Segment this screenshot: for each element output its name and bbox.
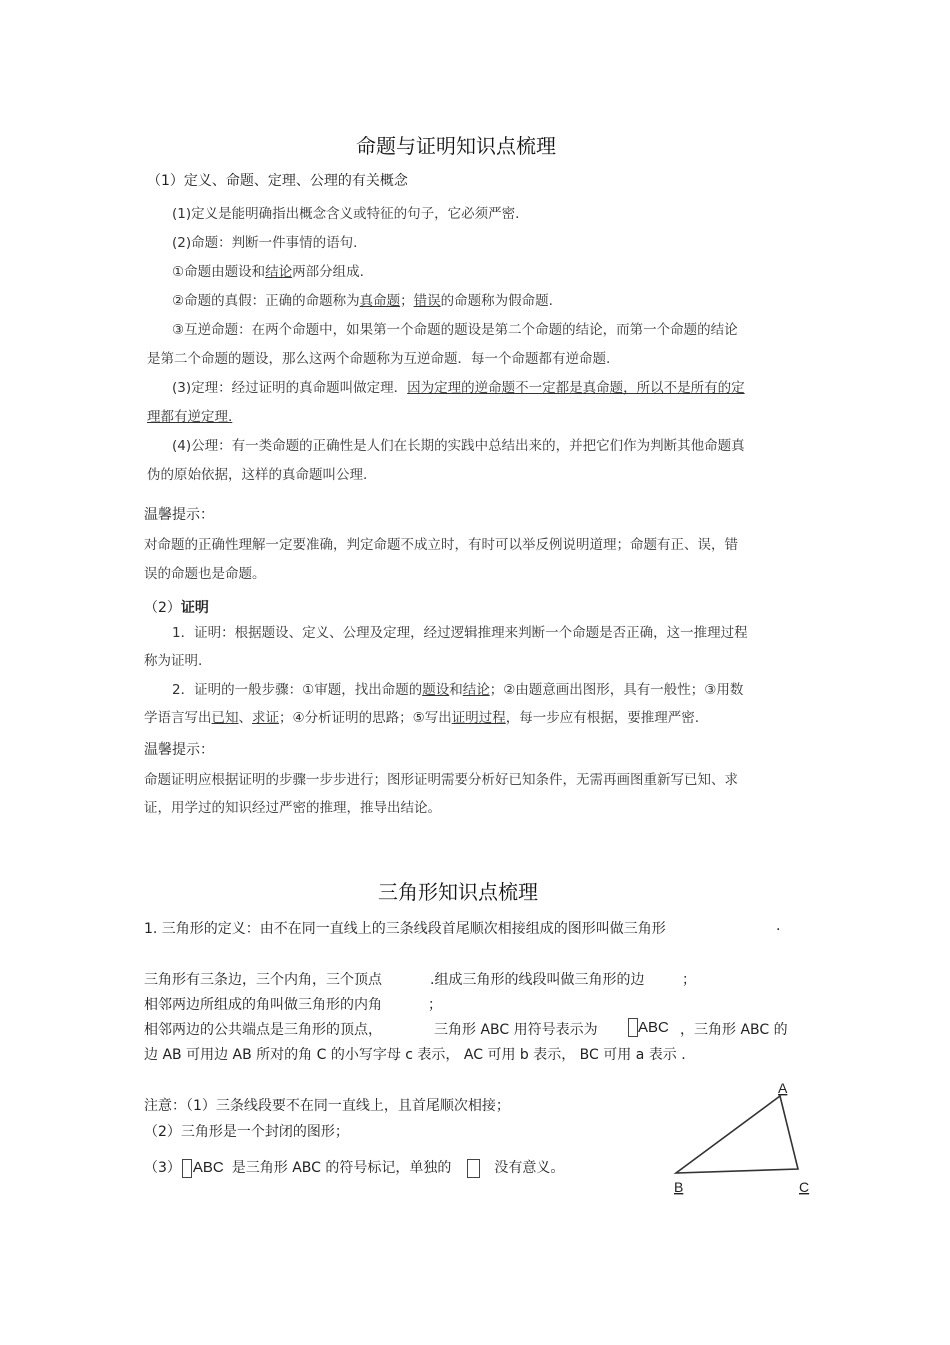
theorem-line-2 (147, 405, 232, 425)
semicolon: ； (428, 997, 442, 1013)
tip-text-1: 对命题的正确性理解一定要准确，判定命题不成立时，有时可以举反例说明道理；命题有正、误，错 (144, 537, 738, 553)
text: ，每一步应有根据，要推理严密. (505, 710, 700, 726)
tip-label: 温馨提示： (144, 742, 214, 758)
page-title: 命题与证明知识点梳理 (356, 134, 556, 158)
proposition-line: (2)命题：判断一件事情的语句. (172, 235, 358, 251)
axiom-line-2: 伪的原始依据，这样的真命题叫公理. (147, 467, 368, 483)
section-title: 三角形知识点梳理 (378, 880, 538, 904)
definition-period: . (776, 918, 781, 934)
vertex-label-c: C (799, 1179, 810, 1195)
text: ；④分析证明的思路；⑤写出 (279, 710, 452, 726)
underlined-term: 真命题 (359, 293, 401, 309)
angle-line: 相邻两边所组成的角叫做三角形的内角 (144, 997, 382, 1013)
part2-heading (144, 597, 209, 617)
underlined-term: 因为定理的逆命题不一定都是真命题，所以不是所有的定 (407, 380, 745, 396)
text: 2．证明的一般步骤：①审题，找出命题的 (172, 682, 423, 698)
proof-def-line-1: 1．证明：根据题设、定义、公理及定理，经过逻辑推理来判断一个命题是否正确，这一推理过程 (172, 625, 748, 641)
tip-text-2: 误的命题也是命题。 (144, 566, 266, 582)
sides-line: 三角形有三条边，三个内角，三个顶点 (144, 972, 382, 988)
text: ②命题的真假：正确的命题称为 (172, 293, 360, 309)
triangle-figure (660, 1076, 820, 1200)
axiom-line-1: (4)公理：有一类命题的正确性是人们在长期的实践中总结出来的，并把它们作为判断其他命题真 (172, 438, 745, 454)
text: (3)定理：经过证明的真命题叫做定理． (172, 380, 408, 396)
converse-line-2: 是第二个命题的题设，那么这两个命题称为互逆命题．每一个命题都有逆命题. (147, 351, 611, 367)
sides-line-2: .组成三角形的线段叫做三角形的边 (430, 972, 645, 988)
triangle-shape (676, 1096, 798, 1173)
heading-bold: 证明 (180, 600, 209, 616)
proposition-parts-line (172, 260, 364, 280)
note-3 (144, 1157, 564, 1178)
underlined-term: 错误 (413, 293, 441, 309)
part1-heading: （1）定义、命题、定理、公理的有关概念 (147, 173, 408, 189)
tip-text-2: 证，用学过的知识经过严密的推理，推导出结论。 (144, 800, 441, 816)
symbol-intro: 三角形 ABC 用符号表示为 (434, 1022, 598, 1038)
triangle-glyph-icon (467, 1159, 480, 1178)
semicolon: ； (682, 972, 696, 988)
underlined-term: 结论 (265, 264, 293, 280)
underlined-term: 题设 (422, 682, 450, 698)
symbol-outro: ，三角形 ABC 的 (680, 1022, 788, 1038)
proof-def-line-2: 称为证明. (144, 653, 203, 669)
proof-steps-line-2 (144, 706, 699, 726)
note-2: （2）三角形是一个封闭的图形； (144, 1124, 349, 1140)
side-notation-line: 边 AB 可用边 AB 所对的角 C 的小写字母 c 表示， AC 可用 b 表示， BC 可用 a 表示 . (144, 1047, 686, 1063)
text: 学语言写出 (144, 710, 212, 726)
text: ；②由题意画出图形，具有一般性；③用数 (489, 682, 744, 698)
tip-text-1: 命题证明应根据证明的步骤一步步进行；图形证明需要分析好已知条件，无需再画图重新写已知、求 (144, 772, 738, 788)
triangle-glyph-icon (182, 1159, 192, 1178)
underlined-term: 证明过程 (451, 710, 506, 726)
text: 两部分组成. (292, 264, 364, 280)
symbol-letters: ABC (638, 1019, 669, 1036)
converse-line-1: ③互逆命题：在两个命题中，如果第一个命题的题设是第二个命题的结论，而第一个命题的结论 (172, 322, 738, 338)
definition-line: (1)定义是能明确指出概念含义或特征的句子，它必须严密. (172, 206, 520, 222)
symbol-letters: ABC (192, 1159, 224, 1176)
underlined-term: 理都有逆定理. (147, 409, 233, 425)
text: 的命题称为假命题. (440, 293, 553, 309)
text: 没有意义。 (494, 1160, 565, 1176)
text: （3） (144, 1160, 181, 1176)
text: ； (400, 293, 414, 309)
text: （2） (144, 600, 181, 616)
triangle-definition: 1. 三角形的定义：由不在同一直线上的三条线段首尾顺次相接组成的图形叫做三角形 (144, 921, 666, 937)
text: 是三角形 ABC 的符号标记，单独的 (231, 1160, 452, 1176)
vertex-label-b: B (674, 1179, 684, 1195)
tip-label: 温馨提示： (144, 507, 214, 523)
text: 、 (238, 710, 252, 726)
text: 和 (449, 682, 463, 698)
underlined-term: 已知 (211, 710, 239, 726)
vertex-line: 相邻两边的公共端点是三角形的顶点， (144, 1022, 382, 1038)
vertex-label-a: A (778, 1080, 788, 1096)
text: ①命题由题设和 (172, 264, 266, 280)
theorem-line-1 (172, 376, 745, 396)
triangle-symbol (628, 1017, 669, 1037)
truth-line (172, 289, 553, 309)
underlined-term: 结论 (462, 682, 490, 698)
triangle-glyph-icon (628, 1018, 638, 1037)
proof-steps-line-1 (172, 678, 743, 698)
underlined-term: 求证 (252, 710, 279, 726)
note-1: 注意：（1）三条线段要不在同一直线上，且首尾顺次相接； (144, 1098, 510, 1114)
